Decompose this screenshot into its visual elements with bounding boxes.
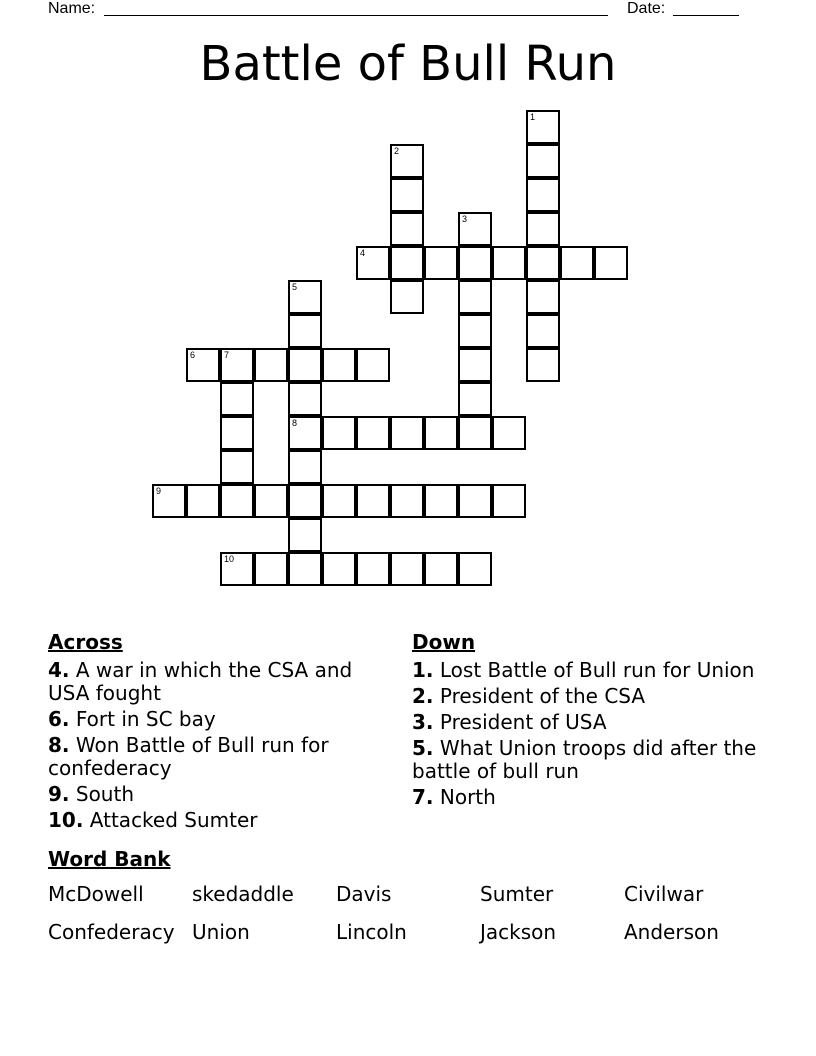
grid-cell[interactable]: [526, 144, 560, 178]
down-clue: [412, 786, 762, 809]
grid-cell[interactable]: [526, 314, 560, 348]
word-bank-item: Lincoln: [336, 920, 407, 944]
grid-cell[interactable]: [220, 382, 254, 416]
grid-cell[interactable]: [288, 382, 322, 416]
clue-num: 9.: [48, 782, 70, 806]
word-bank-item: Anderson: [624, 920, 719, 944]
grid-cell[interactable]: [356, 348, 390, 382]
clue-number: 6: [190, 350, 196, 360]
down-clue: [412, 659, 762, 682]
clue-number: 5: [292, 282, 298, 292]
grid-cell[interactable]: [220, 416, 254, 450]
page-title: Battle of Bull Run: [199, 36, 617, 92]
grid-cell[interactable]: [526, 110, 560, 144]
clue-text: Won Battle of Bull run for confederacy: [48, 733, 329, 780]
across-clue: [48, 734, 378, 780]
date-label: Date:: [627, 0, 666, 17]
grid-cell[interactable]: [356, 552, 390, 586]
grid-cell[interactable]: [390, 212, 424, 246]
grid-cell[interactable]: [458, 552, 492, 586]
grid-cell[interactable]: [458, 314, 492, 348]
grid-cell[interactable]: [220, 450, 254, 484]
grid-cell[interactable]: [254, 484, 288, 518]
grid-cell[interactable]: [356, 416, 390, 450]
clue-number: 2: [394, 146, 400, 156]
name-label: Name:: [48, 0, 96, 17]
word-bank-item: Jackson: [480, 920, 557, 944]
grid-cell[interactable]: [526, 246, 560, 280]
clue-num: 7.: [412, 785, 434, 809]
clue-text: Attacked Sumter: [83, 808, 258, 832]
grid-cell[interactable]: [220, 484, 254, 518]
clue-text: Lost Battle of Bull run for Union: [433, 658, 755, 682]
grid-cell[interactable]: [390, 280, 424, 314]
clue-num: 6.: [48, 707, 70, 731]
grid-cell[interactable]: [288, 314, 322, 348]
grid-cell[interactable]: [458, 348, 492, 382]
grid-cell[interactable]: [186, 484, 220, 518]
grid-cell[interactable]: [356, 484, 390, 518]
grid-cell[interactable]: [424, 246, 458, 280]
clue-number: 3: [462, 214, 468, 224]
grid-cell[interactable]: [424, 552, 458, 586]
grid-cell[interactable]: [492, 484, 526, 518]
grid-cell[interactable]: [390, 246, 424, 280]
grid-cell[interactable]: [526, 212, 560, 246]
word-bank-item: Confederacy: [48, 920, 175, 944]
grid-cell[interactable]: [458, 280, 492, 314]
grid-cell[interactable]: [594, 246, 628, 280]
clue-text: Fort in SC bay: [69, 707, 216, 731]
down-clue: [412, 737, 762, 783]
grid-cell[interactable]: [288, 450, 322, 484]
clue-num: 5.: [412, 736, 434, 760]
clue-number: 4: [360, 248, 366, 258]
clue-text: South: [69, 782, 134, 806]
grid-cell[interactable]: [560, 246, 594, 280]
grid-cell[interactable]: [390, 484, 424, 518]
grid-cell[interactable]: [254, 348, 288, 382]
grid-cell[interactable]: [458, 212, 492, 246]
word-bank-item: skedaddle: [192, 882, 294, 906]
grid-cell[interactable]: [152, 484, 186, 518]
grid-cell[interactable]: [492, 416, 526, 450]
clue-num: 10.: [48, 808, 84, 832]
clue-num: 1.: [412, 658, 434, 682]
grid-cell[interactable]: [288, 280, 322, 314]
grid-cell[interactable]: [526, 178, 560, 212]
clue-text: North: [433, 785, 496, 809]
grid-cell[interactable]: [390, 144, 424, 178]
across-clue: [48, 708, 378, 731]
grid-cell[interactable]: [322, 416, 356, 450]
grid-cell[interactable]: [390, 178, 424, 212]
word-bank-item: Civilwar: [624, 882, 704, 906]
clue-num: 4.: [48, 658, 70, 682]
clue-number: 10: [224, 554, 235, 564]
word-bank-item: Union: [192, 920, 250, 944]
grid-cell[interactable]: [458, 484, 492, 518]
across-clue-list: [48, 659, 378, 835]
clue-text: President of the CSA: [433, 684, 646, 708]
grid-cell[interactable]: [288, 484, 322, 518]
grid-cell[interactable]: [424, 484, 458, 518]
grid-cell[interactable]: [390, 552, 424, 586]
word-bank-heading: Word Bank: [48, 847, 171, 871]
down-clue: [412, 711, 762, 734]
word-bank-item: Sumter: [480, 882, 554, 906]
clue-num: 2.: [412, 684, 434, 708]
grid-cell[interactable]: [492, 246, 526, 280]
grid-cell[interactable]: [322, 552, 356, 586]
clue-number: 1: [530, 112, 536, 122]
clue-number: 7: [224, 350, 230, 360]
clue-text: A war in which the CSA and USA fought: [48, 658, 353, 705]
clue-text: President of USA: [433, 710, 607, 734]
grid-cell[interactable]: [220, 348, 254, 382]
grid-cell[interactable]: [458, 382, 492, 416]
grid-cell[interactable]: [458, 246, 492, 280]
down-clue: [412, 685, 762, 708]
grid-cell[interactable]: [288, 518, 322, 552]
clue-number: 9: [156, 486, 162, 496]
grid-cell[interactable]: [220, 552, 254, 586]
grid-cell[interactable]: [254, 552, 288, 586]
grid-cell[interactable]: [288, 552, 322, 586]
grid-cell[interactable]: [390, 416, 424, 450]
grid-cell[interactable]: [322, 484, 356, 518]
grid-cell[interactable]: [322, 348, 356, 382]
across-heading: Across: [48, 630, 123, 654]
word-bank-item: Davis: [336, 882, 392, 906]
across-clue: [48, 659, 378, 705]
down-clue-list: [412, 659, 762, 812]
clue-text: What Union troops did after the battle of bull run: [412, 736, 757, 783]
grid-cell[interactable]: [526, 348, 560, 382]
clue-number: 8: [292, 418, 298, 428]
across-clue: [48, 783, 378, 806]
grid-cell[interactable]: [424, 416, 458, 450]
grid-cell[interactable]: [356, 246, 390, 280]
clue-num: 3.: [412, 710, 434, 734]
grid-cell[interactable]: [288, 348, 322, 382]
word-bank-item: McDowell: [48, 882, 144, 906]
across-clue: [48, 809, 378, 832]
clue-num: 8.: [48, 733, 70, 757]
grid-cell[interactable]: [526, 280, 560, 314]
down-heading: Down: [412, 630, 476, 654]
grid-cell[interactable]: [186, 348, 220, 382]
grid-cell[interactable]: [458, 416, 492, 450]
grid-cell[interactable]: [288, 416, 322, 450]
